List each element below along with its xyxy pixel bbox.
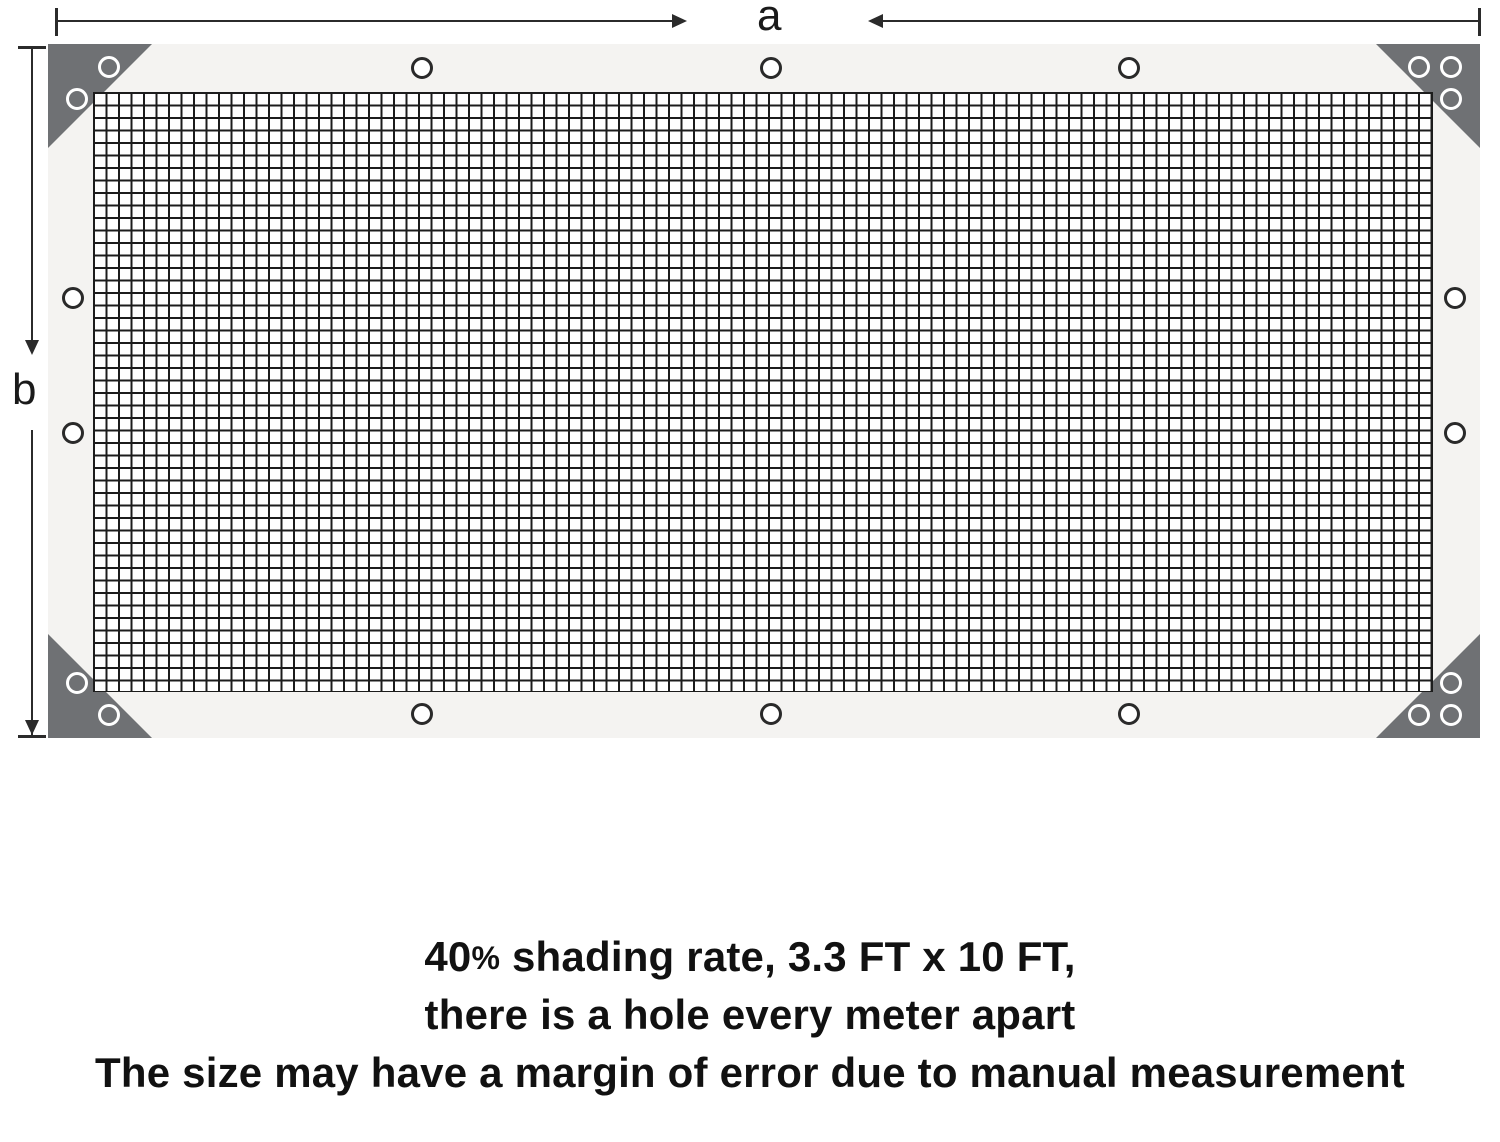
grommet-corner-tl-1 <box>98 56 120 78</box>
grommet-right-1 <box>1444 287 1466 309</box>
caption-line-3: The size may have a margin of error due to manual measurement <box>95 1048 1405 1096</box>
mesh-grid <box>93 92 1433 692</box>
caption-percent-symbol: % <box>471 940 501 976</box>
grommet-bottom-1 <box>411 703 433 725</box>
caption-shading-value: 40 <box>424 933 472 980</box>
dimension-a-label: a <box>757 0 782 40</box>
caption-size-text: shading rate, 3.3 FT x 10 FT, <box>500 933 1076 980</box>
grommet-corner-tr-2 <box>1440 56 1462 78</box>
dimension-b-top-tick <box>18 46 46 49</box>
caption-line-1 <box>0 928 1500 986</box>
grommet-corner-tr-1 <box>1408 56 1430 78</box>
dimension-a-left-tick <box>55 8 58 36</box>
grommet-corner-br-1 <box>1440 672 1462 694</box>
dimension-a-left-line <box>55 20 680 22</box>
grommet-bottom-2 <box>760 703 782 725</box>
grommet-corner-tl-2 <box>66 88 88 110</box>
grommet-right-2 <box>1444 422 1466 444</box>
dimension-a-left-arrowhead <box>672 14 687 28</box>
dimension-a-right-line <box>870 20 1480 22</box>
dimension-b-upper-line <box>31 48 33 348</box>
dimension-b-bottom-tick <box>18 735 46 738</box>
grommet-top-2 <box>760 57 782 79</box>
grommet-bottom-3 <box>1118 703 1140 725</box>
dimension-b-lower-arrowhead <box>25 720 39 735</box>
caption-line-2: there is a hole every meter apart <box>424 990 1076 1038</box>
dimension-a-right-arrowhead <box>868 14 883 28</box>
dimension-b-lower-line <box>31 430 33 735</box>
grommet-corner-tr-3 <box>1440 88 1462 110</box>
dimension-a-right-tick <box>1478 8 1481 36</box>
grommet-corner-bl-1 <box>66 672 88 694</box>
grommet-corner-br-3 <box>1440 704 1462 726</box>
grommet-corner-bl-2 <box>98 704 120 726</box>
grommet-left-2 <box>62 422 84 444</box>
caption-block <box>0 928 1500 1102</box>
grommet-corner-br-2 <box>1408 704 1430 726</box>
dimension-b-upper-arrowhead <box>25 340 39 355</box>
grommet-left-1 <box>62 287 84 309</box>
grommet-top-3 <box>1118 57 1140 79</box>
shade-cloth-panel <box>48 44 1480 738</box>
dimension-b-label: b <box>12 365 37 414</box>
grommet-top-1 <box>411 57 433 79</box>
